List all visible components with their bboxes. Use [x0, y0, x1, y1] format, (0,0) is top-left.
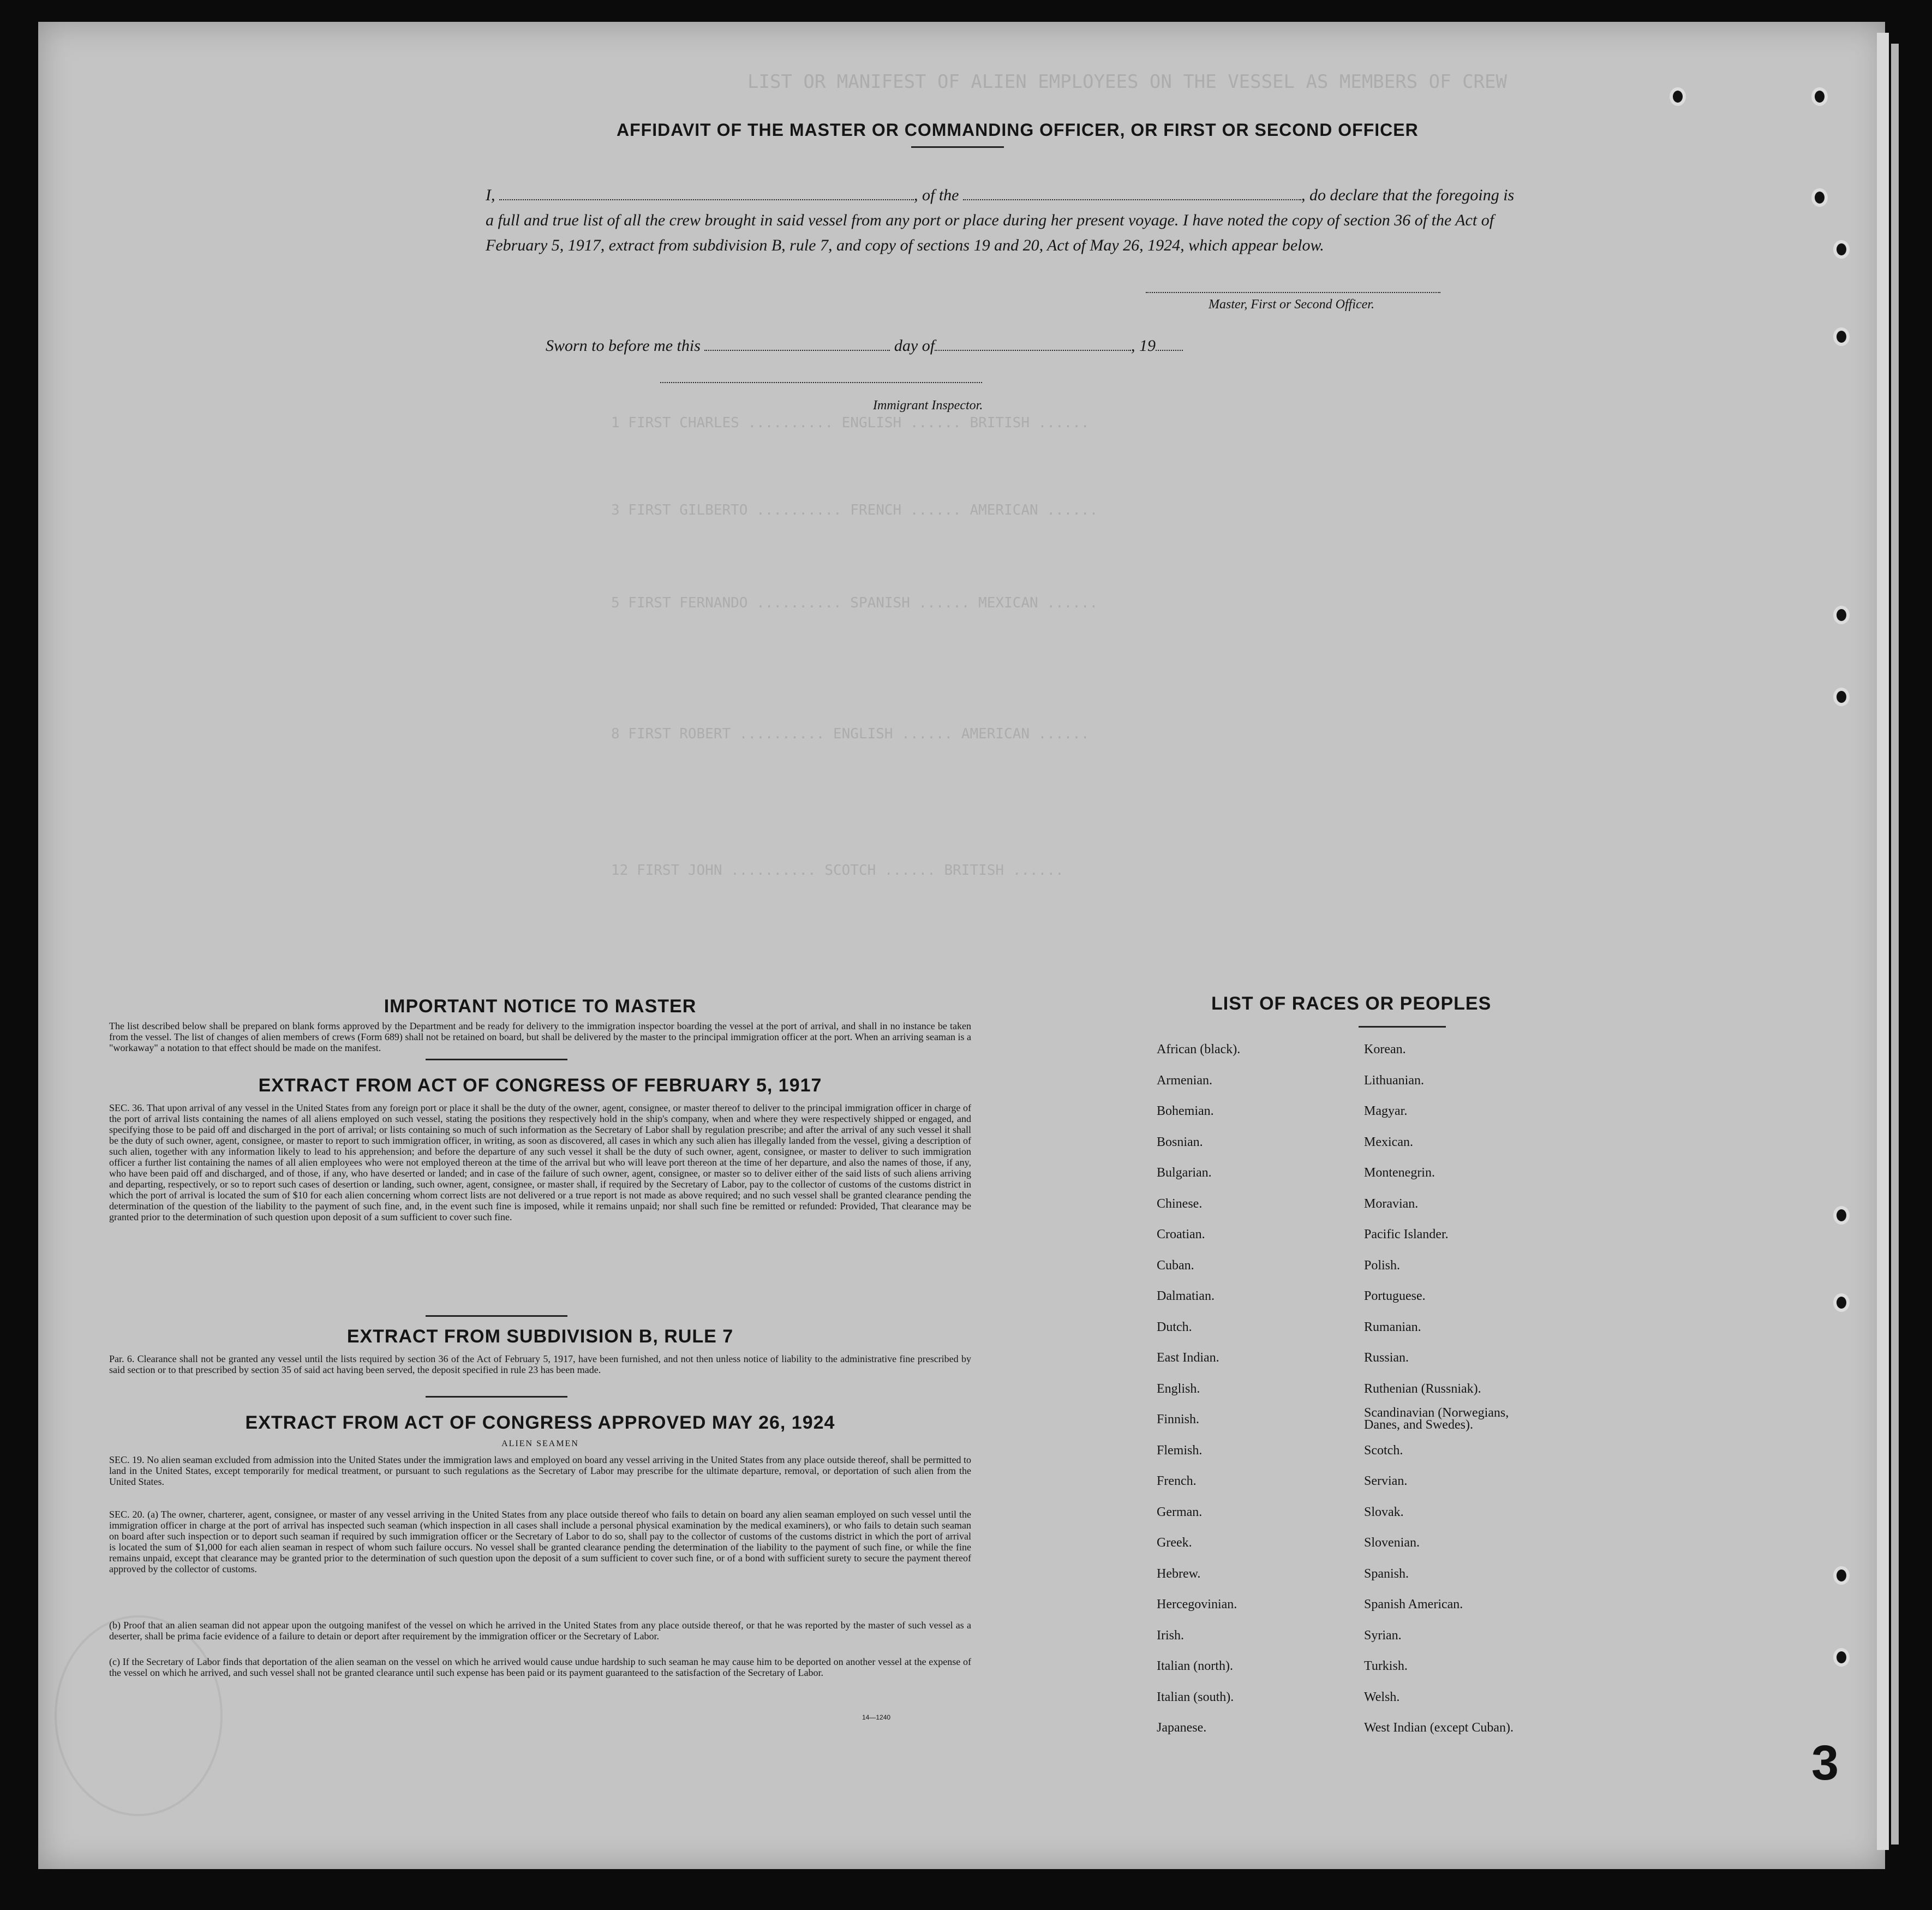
binder-hole-icon: [1833, 1566, 1850, 1585]
binder-hole-icon: [1811, 188, 1828, 207]
sworn-month-field[interactable]: [935, 336, 1131, 351]
race-item: Flemish.: [1157, 1443, 1203, 1458]
race-item: Montenegrin.: [1364, 1166, 1435, 1180]
bleed-through-text: 1 FIRST CHARLES .......... ENGLISH ...... BRITISH ......: [611, 415, 1090, 431]
extract-rule7-title: EXTRACT FROM SUBDIVISION B, RULE 7: [346, 1326, 734, 1347]
race-item: Italian (south).: [1157, 1690, 1234, 1704]
page-number: 3: [1811, 1736, 1839, 1790]
binder-hole-icon: [1833, 240, 1850, 259]
inspector-signature-line[interactable]: [660, 382, 982, 383]
races-divider: [1359, 1026, 1446, 1028]
race-item: English.: [1157, 1381, 1200, 1396]
race-item: Hebrew.: [1157, 1566, 1201, 1581]
form-code: 14—1240: [862, 1714, 891, 1721]
declaration-i: I,: [486, 186, 495, 204]
document-sheet: [38, 22, 1885, 1869]
race-item: Korean.: [1364, 1042, 1406, 1057]
extract-1917-text: SEC. 36. That upon arrival of any vessel in the United States from any foreign port or place it shall be the duty of the owner, agent, consignee, or master thereof to deliver to the principal immigration officer in charge of the port of arrival lists containing the names of all aliens employed on such vessel, stating the positions they respectively hold in the ship's company, when and where they were respectively shipped or engaged, and specifying those to be paid off and discharged in the port of arrival; or lists containing so much of such information as the Secretary of Labor shall by regulation prescribe; and after the arrival of any such vessel it shall be the duty of such owner, agent, consignee, or master to report to such immigration officer, in writing, as soon as discovered, all cases in which any such alien has illegally landed from the vessel, giving a description of such alien, together with any information likely to lead to his apprehension; and before the departure of any such vessel it shall be the duty of such owner, agent, consignee, or master to deliver to such immigration officer a further list containing the names of all alien employees who were not employed thereon at the time of the arrival but who will leave port thereon at the time of her departure, and also the names of those, if any, who have been paid off and discharged, and of those, if any, who have deserted or landed; and in case of the failure of such owner, agent, consignee, or master so to deliver either of the said lists of such aliens arriving and departing, respectively, or so to report such cases of desertion or landing, such owner, agent, consignee, or master shall, if required by the Secretary of Labor, pay to the collector of customs of the customs district in which the port of arrival is located the sum of $10 for each alien concerning whom correct lists are not delivered or a true report is not made as above required; and no such vessel shall be granted clearance pending the determination of the question of the liability to the payment of such fine, and, in the event such fine is imposed, while it remains unpaid; nor shall such fine be remitted or refunded: Provided, That clearance may be granted prior to the determination of such question upon deposit of a sum sufficient to cover such fine.: [109, 1102, 971, 1222]
race-item: Polish.: [1364, 1258, 1401, 1273]
binder-hole-icon: [1670, 87, 1686, 106]
race-item: Scotch.: [1364, 1443, 1403, 1458]
race-item: German.: [1157, 1505, 1203, 1519]
master-signature-caption: Master, First or Second Officer.: [1209, 297, 1374, 312]
bleed-through-text: 12 FIRST JOHN .......... SCOTCH ...... BRITISH ......: [611, 862, 1064, 879]
race-item: Hercegovinian.: [1157, 1597, 1237, 1611]
extract-1924-sec19: SEC. 19. No alien seaman excluded from admission into the United States under the immigration laws and employed on board any vessel arriving in the United States from any place outside thereof, shall be permitted to land in the United States, except temporarily for medical treatment, or pursuant to such regulations as the Secretary of Labor may prescribe for the ultimate departure, removal, or deportation of such alien from the United States.: [109, 1454, 971, 1487]
race-item: Chinese.: [1157, 1196, 1203, 1211]
race-item: Turkish.: [1364, 1659, 1408, 1673]
bleed-through-text: LIST OR MANIFEST OF ALIEN EMPLOYEES ON THE VESSEL AS MEMBERS OF CREW: [747, 71, 1507, 93]
extract-1917-title: EXTRACT FROM ACT OF CONGRESS OF FEBRUARY 5, 1917: [258, 1075, 822, 1096]
extract-1924-sec20a: SEC. 20. (a) The owner, charterer, agent, consignee, or master of any vessel arriving in the United States from any place outside thereof who fails to detain on board any alien seaman employed on such vessel until the immigration officer in charge at the port of arrival has inspected such seaman (which inspection in all cases shall include a personal physical examination by the medical examiners), or who fails to detain such seaman on board after such inspection or to deport such seaman if required by such immigration officer or the Secretary of Labor to do so, shall pay to the collector of customs of the customs district in which the port of arrival is located the sum of $1,000 for each alien seaman in respect of whom such failure occurs. No vessel shall be granted clearance pending the determination of the liability to the payment of such fine, or while the fine remains unpaid, except that clearance may be granted prior to the determination of such question upon the deposit of a sum sufficient to cover such fine, or of a bond with sufficient surety to secure the payment thereof approved by the collector of customs.: [109, 1509, 971, 1574]
race-item: French.: [1157, 1474, 1197, 1488]
notice-divider: [426, 1059, 567, 1060]
bleed-through-text: 8 FIRST ROBERT .......... ENGLISH ...... AMERICAN ......: [611, 726, 1090, 742]
officer-name-field[interactable]: [499, 185, 914, 200]
race-item: Spanish American.: [1364, 1597, 1463, 1611]
race-item: Japanese.: [1157, 1721, 1207, 1735]
sworn-year-prefix: , 19: [1131, 337, 1156, 355]
race-item: Lithuanian.: [1364, 1073, 1424, 1088]
race-item: Ruthenian (Russniak).: [1364, 1381, 1481, 1396]
race-item: African (black).: [1157, 1042, 1241, 1057]
binder-hole-icon: [1833, 1206, 1850, 1225]
sworn-year-field[interactable]: [1156, 336, 1183, 351]
inspector-caption: Immigrant Inspector.: [873, 398, 983, 413]
binder-hole-icon: [1833, 688, 1850, 706]
race-item: Croatian.: [1157, 1227, 1205, 1242]
race-item: Servian.: [1364, 1474, 1408, 1488]
extract-1924-title: EXTRACT FROM ACT OF CONGRESS APPROVED MAY 26, 1924: [245, 1412, 835, 1433]
race-item: Cuban.: [1157, 1258, 1194, 1273]
race-item: Finnish.: [1157, 1412, 1200, 1426]
master-signature-line[interactable]: [1146, 292, 1440, 293]
race-item: Irish.: [1157, 1628, 1184, 1643]
page-edge: [1877, 33, 1889, 1850]
notice-text: The list described below shall be prepared on blank forms approved by the Department and be ready for delivery to the immigration inspector boarding the vessel at the port of arrival, and shall in no instance be taken from the vessel. The list of changes of alien members of crews (Form 689) shall not be retained on board, but shall be delivered by the master to the principal immigration officer at the port. When an arriving seaman is a "workaway" a notation to that effect should be made on the manifest.: [109, 1020, 971, 1053]
sworn-day-of: day of: [894, 337, 935, 355]
affidavit-declaration: [486, 183, 1522, 258]
race-item: Italian (north).: [1157, 1659, 1233, 1673]
race-item: Rumanian.: [1364, 1320, 1421, 1334]
binder-hole-icon: [1833, 1293, 1850, 1312]
sworn-day-field[interactable]: [704, 336, 890, 351]
races-title: LIST OF RACES OR PEOPLES: [1211, 993, 1492, 1014]
sworn-statement: [546, 336, 1183, 355]
declaration-text: that the foregoing is a full and true list of all the crew brought in said vessel from any port or place during her present voyage. I have noted the copy of section 36 of the Act of February 5, 1917, extract from subdivision B, rule 7, and copy of sections 19 and 20, Act of May 26, 1924, which appear below.: [486, 186, 1515, 254]
race-item: Greek.: [1157, 1536, 1192, 1550]
sworn-label: Sworn to before me this: [546, 337, 701, 355]
binder-hole-icon: [1811, 87, 1828, 106]
extract-1924-sec20c: (c) If the Secretary of Labor finds that deportation of the alien seaman on the vessel on which he arrived would cause undue hardship to such seaman he may cause him to be deported on another vessel at the expense of the vessel on which he arrived, and such vessel shall not be granted clearance until such expense has been paid or its payment guaranteed to the satisfaction of the Secretary of Labor.: [109, 1656, 971, 1678]
extract-rule7-text: Par. 6. Clearance shall not be granted any vessel until the lists required by section 36 of the Act of February 5, 1917, have been furnished, and not then unless notice of liability to the administrative fine prescribed by said section or to that prescribed by section 35 of said act having been served, the deposit specified in rule 23 has been made.: [109, 1353, 971, 1375]
title-divider: [911, 146, 1004, 148]
declaration-of-the: , of the: [914, 186, 959, 204]
race-item: Dalmatian.: [1157, 1289, 1215, 1303]
extract-1924-subtitle: ALIEN SEAMEN: [501, 1439, 579, 1448]
race-item: Russian.: [1364, 1351, 1409, 1365]
race-item: Slovak.: [1364, 1505, 1404, 1519]
race-item: Scandinavian (Norwegians, Danes, and Swedes).: [1364, 1406, 1509, 1432]
embossed-seal: [55, 1615, 223, 1816]
extract-rule7-divider: [426, 1396, 567, 1398]
affidavit-title: AFFIDAVIT OF THE MASTER OR COMMANDING OFFICER, OR FIRST OR SECOND OFFICER: [617, 120, 1419, 140]
extract-1924-sec20b: (b) Proof that an alien seaman did not appear upon the outgoing manifest of the vessel on which he arrived in the United States from any place outside thereof, or that he was reported by the master of such vessel as a deserter, shall be prima facie evidence of a failure to detain or deport after requirement by the immigration officer or the Secretary of Labor.: [109, 1620, 971, 1642]
race-item: Moravian.: [1364, 1196, 1419, 1211]
race-item: Pacific Islander.: [1364, 1227, 1449, 1242]
race-item: Dutch.: [1157, 1320, 1192, 1334]
race-item: Syrian.: [1364, 1628, 1402, 1643]
race-item: West Indian (except Cuban).: [1364, 1721, 1514, 1735]
binder-hole-icon: [1833, 1648, 1850, 1667]
vessel-name-field[interactable]: [963, 185, 1301, 200]
race-item: East Indian.: [1157, 1351, 1219, 1365]
binder-hole-icon: [1833, 606, 1850, 624]
race-item: Spanish.: [1364, 1566, 1409, 1581]
binder-hole-icon: [1833, 327, 1850, 346]
race-item: Magyar.: [1364, 1104, 1408, 1118]
race-item: Welsh.: [1364, 1690, 1400, 1704]
race-item: Bosnian.: [1157, 1135, 1203, 1149]
extract-1917-divider: [426, 1315, 567, 1317]
page-edge: [1891, 44, 1899, 1845]
race-item: Bulgarian.: [1157, 1166, 1212, 1180]
race-item: Bohemian.: [1157, 1104, 1214, 1118]
race-item: Armenian.: [1157, 1073, 1212, 1088]
bleed-through-text: 5 FIRST FERNANDO .......... SPANISH ...... MEXICAN ......: [611, 595, 1098, 611]
race-item: Portuguese.: [1364, 1289, 1426, 1303]
notice-title: IMPORTANT NOTICE TO MASTER: [384, 996, 697, 1017]
race-item: Slovenian.: [1364, 1536, 1420, 1550]
bleed-through-text: 3 FIRST GILBERTO .......... FRENCH ...... AMERICAN ......: [611, 502, 1098, 518]
race-item: Mexican.: [1364, 1135, 1413, 1149]
declaration-do-declare: , do declare: [1301, 186, 1379, 204]
